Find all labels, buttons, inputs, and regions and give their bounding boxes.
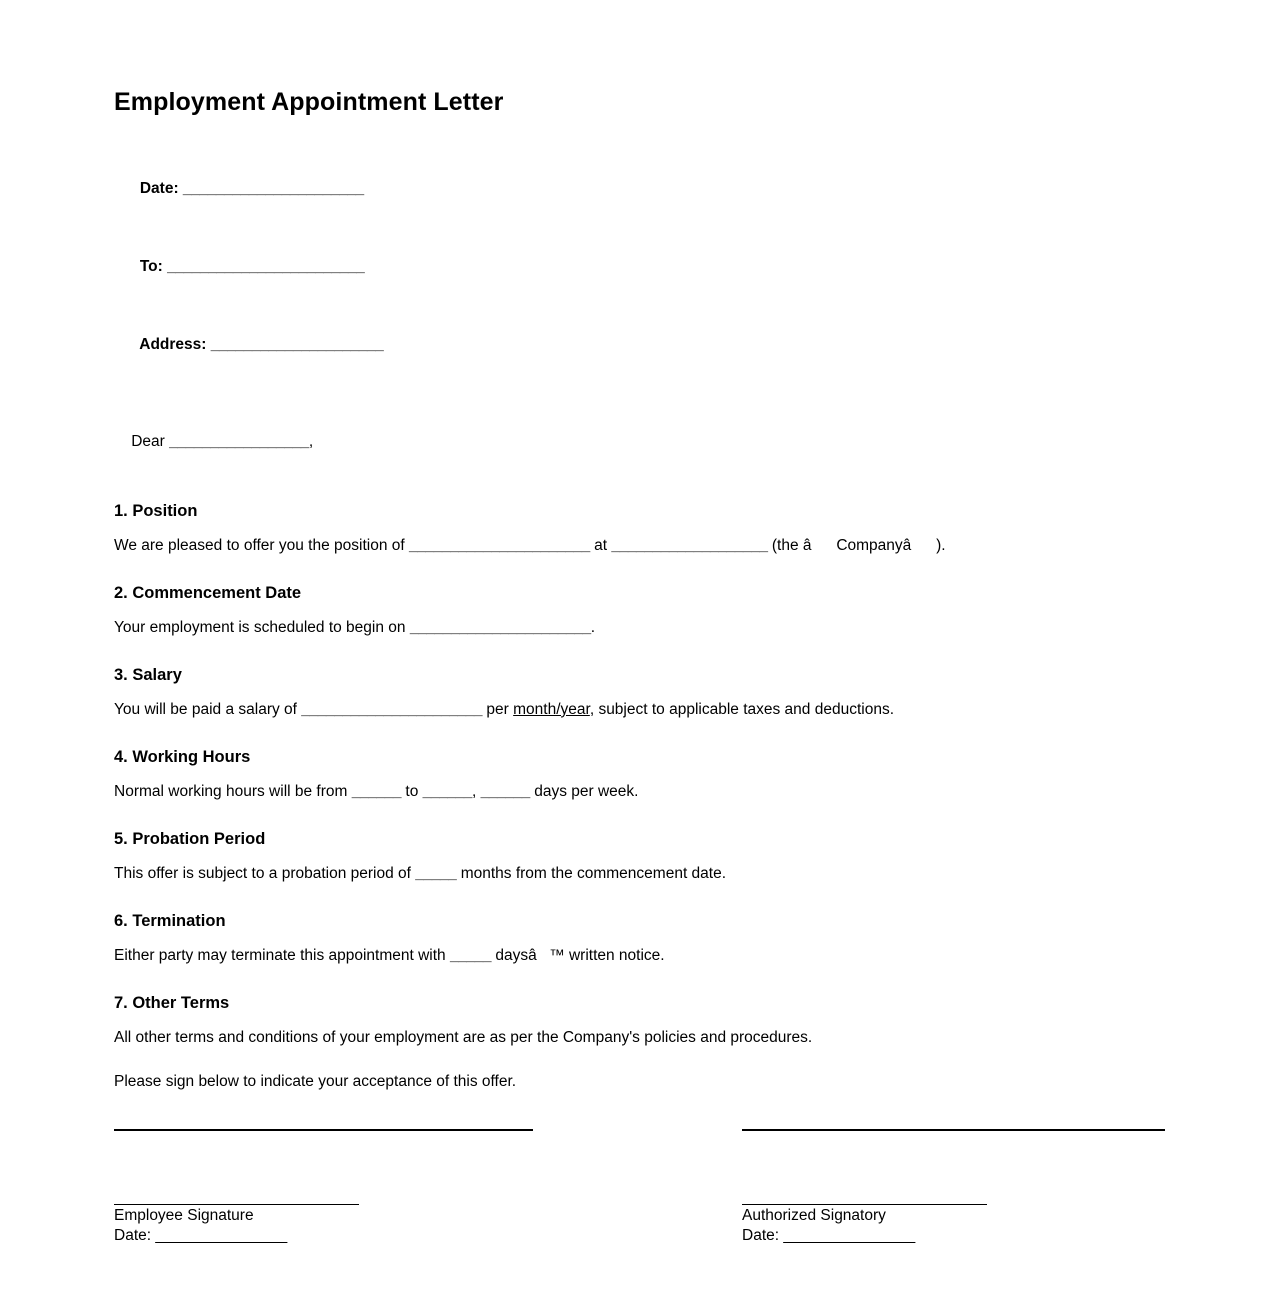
- closing-note: Please sign below to indicate your acceptance of this offer.: [114, 1072, 517, 1090]
- salutation-name-blank[interactable]: _________________: [169, 432, 309, 450]
- fill-in-blank[interactable]: ______________________: [301, 700, 483, 718]
- signature-date-label: Date:: [114, 1226, 156, 1244]
- section-heading: 3. Salary: [114, 665, 182, 684]
- body-text: This offer is subject to a probation period of: [114, 864, 416, 882]
- section-heading: 1. Position: [114, 501, 198, 520]
- fill-in-blank[interactable]: ______________________: [409, 618, 591, 636]
- body-text: Normal working hours will be from: [114, 782, 352, 800]
- body-text: You will be paid a salary of: [114, 700, 302, 718]
- section-body: [114, 522, 1164, 557]
- body-text: (the âCompanyâ).: [767, 536, 946, 554]
- field-to-label: To:: [139, 257, 163, 275]
- fill-in-blank[interactable]: ______: [480, 782, 530, 800]
- field-address-label: Address:: [139, 335, 207, 353]
- fill-in-blank[interactable]: ______: [422, 782, 472, 800]
- body-text: Either party may terminate this appointment with: [114, 946, 450, 964]
- body-text: All other terms and conditions of your employment are as per the Company's policies and procedures.: [114, 1028, 813, 1046]
- section-heading: 5. Probation Period: [114, 829, 266, 848]
- signature-block-employee: [114, 1204, 359, 1246]
- body-text: Your employment is scheduled to begin on: [114, 618, 410, 636]
- signature-caption-rule: [742, 1204, 987, 1205]
- section-heading: 2. Commencement Date: [114, 583, 302, 602]
- fill-in-blank[interactable]: _____: [449, 946, 492, 964]
- signature-date-blank[interactable]: ________________: [155, 1226, 287, 1244]
- fill-in-blank[interactable]: ______: [351, 782, 402, 800]
- field-date-label: Date:: [139, 179, 179, 197]
- section-commencement-date: [114, 582, 1164, 639]
- body-text: ,: [471, 782, 481, 800]
- section-heading: 6. Termination: [114, 911, 226, 930]
- signature-date-label: Date:: [742, 1226, 784, 1244]
- signature-caption: Employee Signature: [114, 1206, 254, 1224]
- body-text: per: [482, 700, 514, 718]
- section-other-terms: [114, 992, 1164, 1093]
- signature-caption: Authorized Signatory: [742, 1206, 886, 1224]
- fill-in-blank[interactable]: ______________________: [408, 536, 590, 554]
- section-heading: 7. Other Terms: [114, 993, 230, 1012]
- section-body: [114, 604, 1164, 639]
- salutation-line: [114, 409, 1164, 475]
- field-to: [114, 228, 1164, 306]
- fill-in-blank[interactable]: ___________________: [611, 536, 768, 554]
- body-text: , subject to applicable taxes and deductions.: [589, 700, 895, 718]
- section-probation-period: [114, 828, 1164, 885]
- section-body: [114, 686, 1164, 721]
- body-text: months from the commencement date.: [456, 864, 727, 882]
- fill-in-blank[interactable]: _____: [415, 864, 457, 882]
- field-address: [114, 306, 1164, 384]
- field-date: [114, 150, 1164, 228]
- header-fields: [114, 150, 1164, 384]
- body-text: We are pleased to offer you the position of: [114, 536, 409, 554]
- section-heading: 4. Working Hours: [114, 747, 251, 766]
- field-to-blank[interactable]: ________________________: [167, 257, 365, 275]
- page-title: Employment Appointment Letter: [114, 88, 504, 116]
- signature-area: [114, 1129, 1164, 1259]
- signature-date: [742, 1226, 987, 1246]
- signature-line-authorized[interactable]: [742, 1129, 1165, 1131]
- section-body: [114, 932, 1164, 967]
- section-working-hours: [114, 746, 1164, 803]
- field-date-blank[interactable]: ______________________: [182, 179, 364, 197]
- salutation-prefix: Dear: [131, 432, 170, 450]
- section-body: [114, 768, 1164, 803]
- signature-date-blank[interactable]: ________________: [783, 1226, 915, 1244]
- signature-date: [114, 1226, 359, 1246]
- section-position: [114, 500, 1164, 557]
- section-body: [114, 850, 1164, 885]
- body-text: .: [590, 618, 596, 636]
- section-salary: [114, 664, 1164, 721]
- signature-caption-rule: [114, 1204, 359, 1205]
- body-text: at: [589, 536, 612, 554]
- signature-block-authorized: [742, 1204, 987, 1246]
- body-text: to: [401, 782, 423, 800]
- signature-line-employee[interactable]: [114, 1129, 533, 1131]
- salutation-suffix: ,: [308, 432, 314, 450]
- section-termination: [114, 910, 1164, 967]
- section-body: [114, 1014, 1164, 1049]
- underlined-term: month/year: [513, 700, 590, 718]
- field-address-blank[interactable]: _____________________: [210, 335, 384, 353]
- body-text: days per week.: [529, 782, 639, 800]
- body-text: daysâ™ written notice.: [491, 946, 665, 964]
